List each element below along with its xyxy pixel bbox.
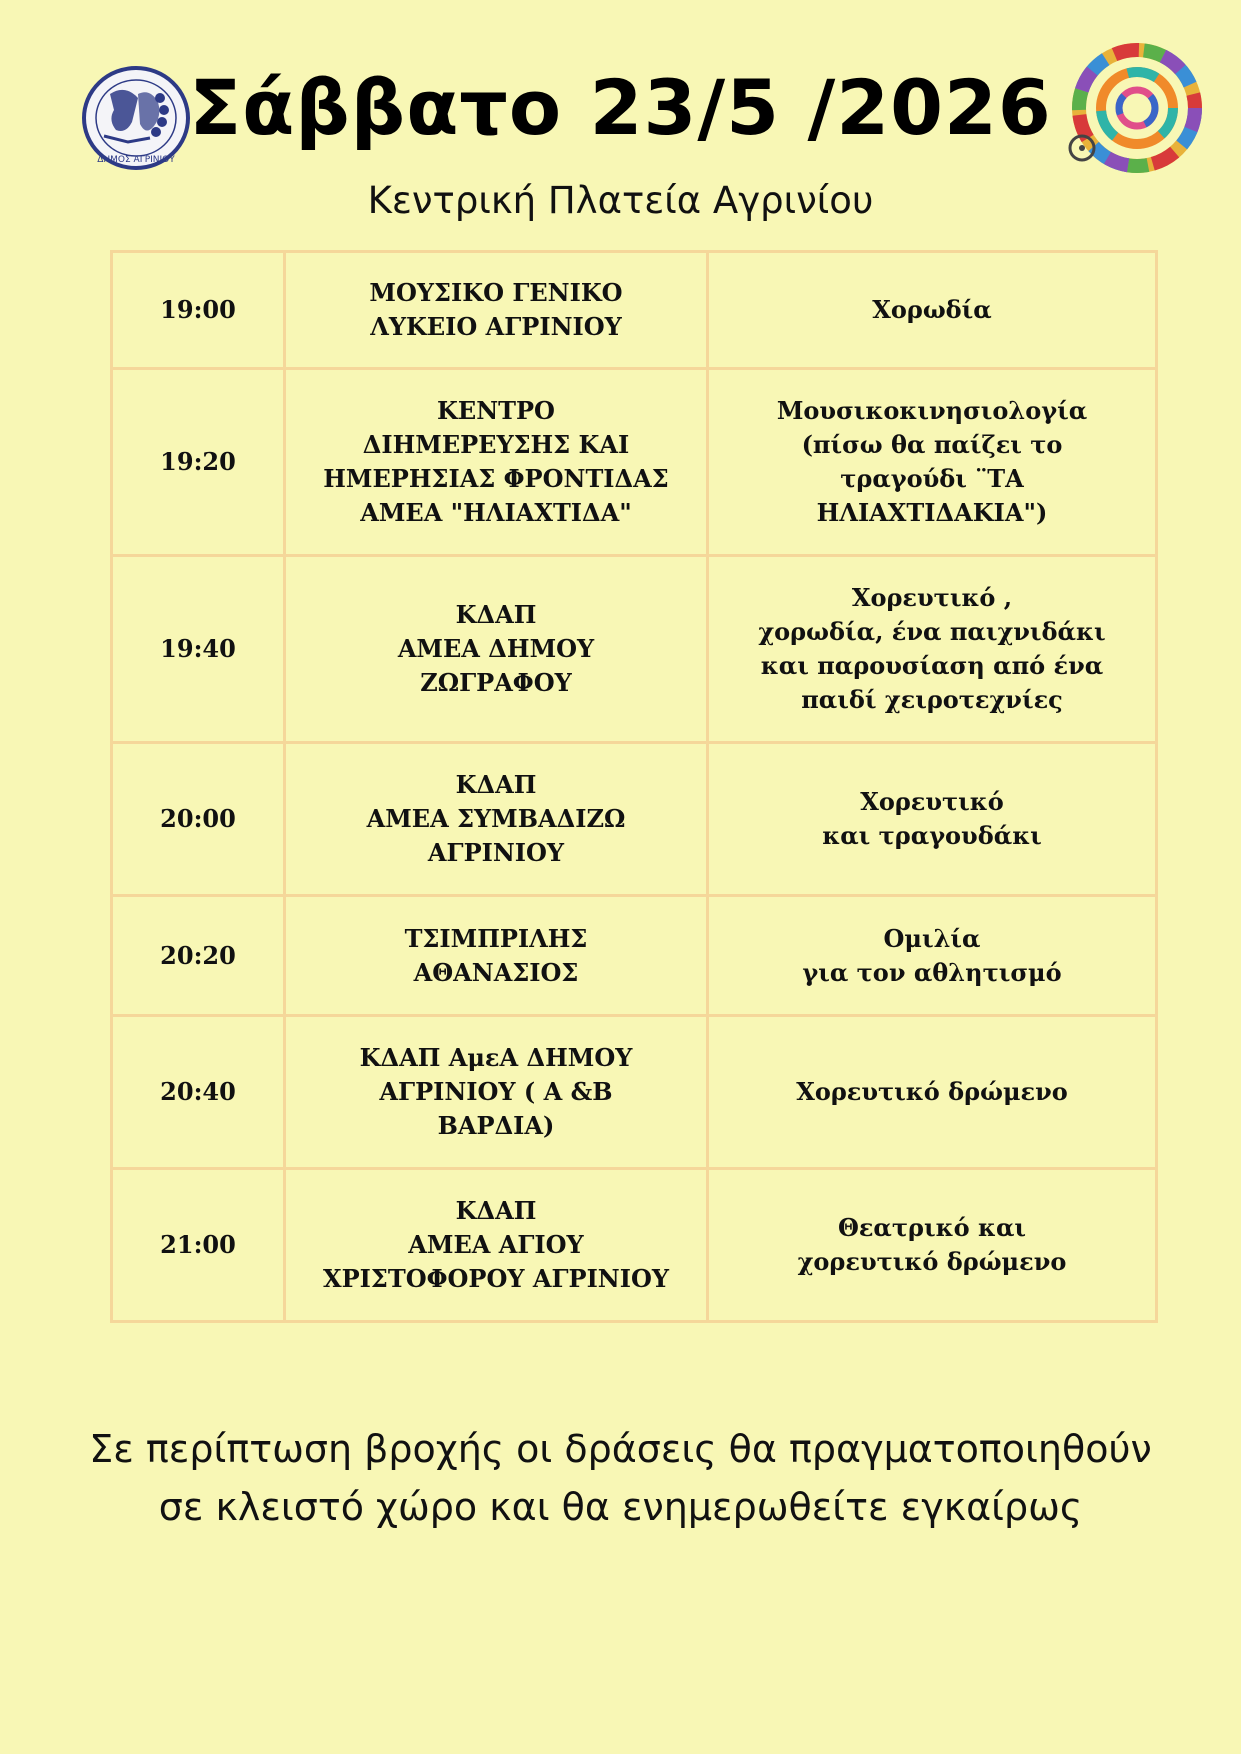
table-row	[112, 1016, 1157, 1169]
time-cell: 20:20	[112, 896, 285, 1016]
rain-notice: Σε περίπτωση βροχής οι δράσεις θα πραγματοποιηθούν σε κλειστό χώρο και θα ενημερωθείτε εγκαίρως	[89, 1427, 1152, 1529]
group-cell: ΜΟΥΣΙΚΟ ΓΕΝΙΚΟ ΛΥΚΕΙΟ ΑΓΡΙΝΙΟΥ	[285, 252, 708, 369]
group-cell: ΚΔΑΠ ΑΜΕΑ ΑΓΙΟΥ ΧΡΙΣΤΟΦΟΡΟΥ ΑΓΡΙΝΙΟΥ	[285, 1169, 708, 1322]
group-cell: ΚΕΝΤΡΟ ΔΙΗΜΕΡΕΥΣΗΣ ΚΑΙ ΗΜΕΡΗΣΙΑΣ ΦΡΟΝΤΙΔΑΣ ΑΜΕΑ "ΗΛΙΑΧΤΙΔΑ"	[285, 369, 708, 556]
program-table	[110, 250, 1158, 1323]
activity-cell: Χορευτικό δρώμενο	[708, 1016, 1157, 1169]
time-cell: 21:00	[112, 1169, 285, 1322]
time-cell: 19:20	[112, 369, 285, 556]
group-cell: ΚΔΑΠ ΑμεΑ ΔΗΜΟΥ ΑΓΡΙΝΙΟΥ ( Α &Β ΒΑΡΔΙΑ)	[285, 1016, 708, 1169]
page-title: Σάββατο 23/5 /2026	[189, 63, 1052, 152]
time-cell: 20:40	[112, 1016, 285, 1169]
activity-cell: Μουσικοκινησιολογία (πίσω θα παίζει το τραγούδι ¨ΤΑ ΗΛΙΑΧΤΙΔΑΚΙΑ")	[708, 369, 1157, 556]
group-cell: ΚΔΑΠ ΑΜΕΑ ΣΥΜΒΑΔΙΖΩ ΑΓΡΙΝΙΟΥ	[285, 743, 708, 896]
table-row	[112, 1169, 1157, 1322]
venue-subtitle: Κεντρική Πλατεία Αγρινίου	[367, 179, 874, 222]
time-cell: 19:40	[112, 556, 285, 743]
table-row	[112, 896, 1157, 1016]
table-row	[112, 369, 1157, 556]
seal-text: ΔΗΜΟΣ ΑΓΡΙΝΙΟΥ	[97, 155, 175, 165]
time-cell: 20:00	[112, 743, 285, 896]
time-cell: 19:00	[112, 252, 285, 369]
activity-cell: Χορευτικό , χορωδία, ένα παιχνιδάκι και παρουσίαση από ένα παιδί χειροτεχνίες	[708, 556, 1157, 743]
activity-cell: Χορωδία	[708, 252, 1157, 369]
table-row	[112, 556, 1157, 743]
activity-cell: Ομιλία για τον αθλητισμό	[708, 896, 1157, 1016]
group-cell: ΤΣΙΜΠΡΙΛΗΣ ΑΘΑΝΑΣΙΟΣ	[285, 896, 708, 1016]
table-row	[112, 252, 1157, 369]
activity-cell: Θεατρικό και χορευτικό δρώμενο	[708, 1169, 1157, 1322]
table-row	[112, 743, 1157, 896]
inclusion-circle-logo-icon	[1062, 40, 1212, 175]
activity-cell: Χορευτικό και τραγουδάκι	[708, 743, 1157, 896]
group-cell: ΚΔΑΠ ΑΜΕΑ ΔΗΜΟΥ ΖΩΓΡΑΦΟΥ	[285, 556, 708, 743]
